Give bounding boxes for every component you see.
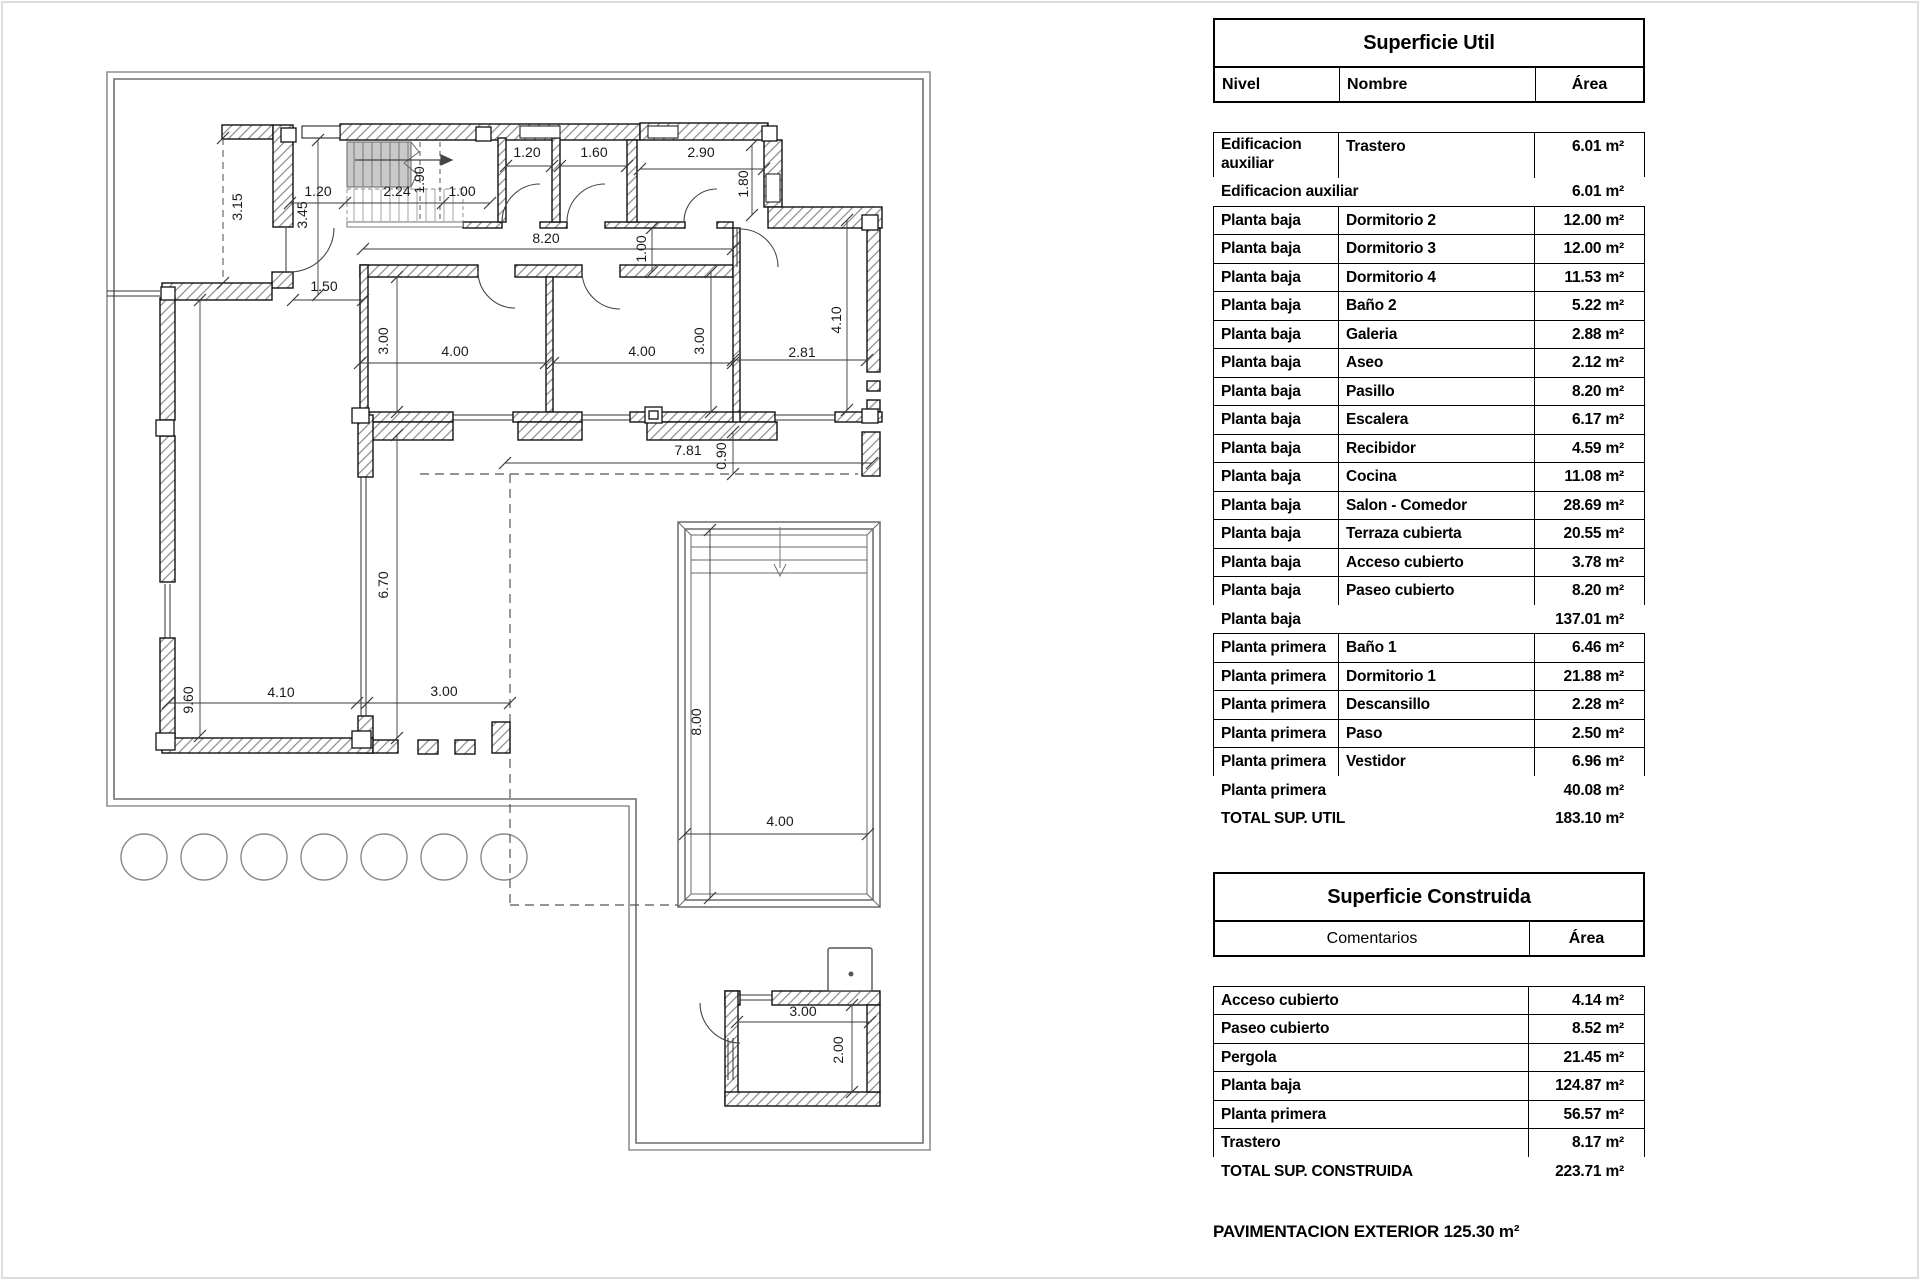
column-header-area: Área — [1568, 930, 1605, 947]
cell-label: Edificacion auxiliar — [1221, 183, 1359, 200]
dimension-label: 1.20 — [513, 144, 541, 160]
subtotal-row — [1213, 177, 1645, 207]
dimension-label: 2.81 — [788, 344, 816, 360]
window — [766, 174, 780, 202]
door-swing-arc — [567, 184, 605, 222]
superficie-util-rows — [1213, 132, 1645, 835]
cell-nivel: Planta baja — [1214, 492, 1339, 520]
cell-area: 183.10 m² — [1555, 810, 1624, 827]
table-row — [1213, 434, 1645, 464]
cell-nombre: Galeria — [1339, 321, 1535, 349]
door-swing-arc — [502, 184, 540, 222]
table-title: Superficie Util — [1215, 20, 1643, 68]
cell-nombre: Pasillo — [1339, 378, 1535, 406]
window — [520, 126, 560, 138]
cell-area: 137.01 m² — [1555, 610, 1624, 628]
cell-area: 28.69 m² — [1563, 496, 1624, 514]
pillar — [476, 127, 491, 141]
table-row — [1213, 633, 1645, 663]
dimension-label: 4.10 — [828, 306, 844, 334]
window — [648, 126, 678, 138]
cell-comentario: Acceso cubierto — [1214, 987, 1529, 1015]
cell-area: 2.88 m² — [1571, 325, 1624, 343]
dimension-label: 3.00 — [375, 327, 391, 355]
dimension-label: 1.90 — [411, 166, 427, 194]
shower-unit — [828, 948, 872, 991]
cell-area: 4.14 m² — [1571, 991, 1624, 1009]
cell-comentario: Planta primera — [1214, 1101, 1529, 1129]
door-swing-arc — [478, 271, 515, 308]
tree-icon — [421, 834, 467, 880]
cell-nivel: Planta primera — [1214, 748, 1339, 776]
cell-nombre: Dormitorio 4 — [1339, 264, 1535, 292]
cell-nombre: Dormitorio 2 — [1339, 207, 1535, 235]
cell-comentario: Pergola — [1214, 1044, 1529, 1072]
cell-nombre: Terraza cubierta — [1339, 520, 1535, 548]
table-row — [1213, 462, 1645, 492]
cell-nombre: Dormitorio 1 — [1339, 663, 1535, 691]
pillar — [352, 731, 371, 748]
dimension-label: 1.60 — [580, 144, 608, 160]
cell-area: 124.87 m² — [1555, 1077, 1624, 1094]
table-row — [1213, 132, 1645, 179]
cell-nombre: Trastero — [1339, 133, 1535, 178]
pillar — [161, 287, 175, 300]
door-swing-arc — [684, 189, 717, 222]
pillar-inner — [649, 411, 658, 419]
cell-nivel: Planta baja — [1214, 378, 1339, 406]
cell-area: 2.28 m² — [1571, 696, 1624, 713]
tree-icon — [181, 834, 227, 880]
dimension-label: 1.80 — [735, 170, 751, 198]
cell-area: 6.01 m² — [1571, 137, 1624, 155]
door-swing-arc — [582, 271, 620, 309]
dimension-label: 6.70 — [375, 571, 391, 599]
superficie-construida-header — [1213, 872, 1645, 957]
cell-area: 6.17 m² — [1571, 411, 1624, 428]
cell-area: 21.45 m² — [1563, 1048, 1624, 1066]
table-row — [1213, 1071, 1645, 1101]
pillar — [281, 128, 296, 142]
table-row — [1213, 576, 1645, 606]
trastero-building — [700, 948, 880, 1106]
cell-nombre: Cocina — [1339, 463, 1535, 491]
cell-comentario: Planta baja — [1214, 1072, 1529, 1100]
cell-nivel: Planta baja — [1214, 235, 1339, 263]
cell-area: 8.20 m² — [1571, 582, 1624, 599]
cell-area: 2.50 m² — [1571, 724, 1624, 742]
tree-icon — [361, 834, 407, 880]
dimension-label: 2.00 — [830, 1036, 846, 1064]
table-row — [1213, 348, 1645, 378]
table-title: Superficie Construida — [1215, 874, 1643, 922]
cell-area: 40.08 m² — [1563, 781, 1624, 799]
cell-area: 4.59 m² — [1571, 439, 1624, 457]
dimension-label: 3.45 — [294, 201, 310, 229]
column-header-area: Área — [1571, 76, 1608, 93]
total-row — [1213, 804, 1645, 834]
superficie-construida-table — [1213, 872, 1645, 1187]
dimension-label: 2.24 — [383, 183, 411, 199]
cell-comentario: Paseo cubierto — [1214, 1015, 1529, 1043]
door-swing-arc — [740, 229, 778, 267]
tree-icon — [241, 834, 287, 880]
column-header-nombre: Nombre — [1340, 68, 1536, 101]
cell-label: TOTAL SUP. UTIL — [1221, 810, 1346, 827]
table-row — [1213, 662, 1645, 692]
dimension-label: 4.10 — [267, 684, 295, 700]
cell-area: 11.53 m² — [1564, 268, 1624, 286]
dimension-label: 0.90 — [713, 442, 729, 470]
superficie-util-table — [1213, 18, 1645, 834]
pillar — [352, 408, 369, 423]
superficie-construida-rows — [1213, 986, 1645, 1187]
table-row — [1213, 747, 1645, 777]
dimension-label: 4.00 — [766, 813, 794, 829]
cell-nombre: Acceso cubierto — [1339, 549, 1535, 577]
cell-nombre: Paso — [1339, 720, 1535, 748]
cell-nivel: Planta baja — [1214, 435, 1339, 463]
cell-area: 6.01 m² — [1571, 183, 1624, 200]
table-row — [1213, 690, 1645, 720]
pillar — [762, 126, 777, 141]
table-row — [1213, 206, 1645, 236]
swimming-pool — [678, 522, 880, 907]
table-row — [1213, 405, 1645, 435]
cell-area: 5.22 m² — [1571, 297, 1624, 314]
dimension-label: 3.00 — [789, 1003, 817, 1019]
dimension-label: 4.00 — [628, 343, 656, 359]
area-tables-panel — [1213, 0, 1645, 1280]
dimension-label: 1.20 — [304, 183, 332, 199]
cell-nivel: Planta baja — [1214, 207, 1339, 235]
tree-icon — [481, 834, 527, 880]
cell-nombre: Dormitorio 3 — [1339, 235, 1535, 263]
cell-nivel: Planta baja — [1214, 264, 1339, 292]
dimension-label: 8.20 — [532, 230, 560, 246]
dimension-label: 8.00 — [688, 708, 704, 736]
subtotal-row — [1213, 605, 1645, 635]
table-row — [1213, 491, 1645, 521]
dimension-label: 7.81 — [674, 442, 702, 458]
cell-area: 6.46 m² — [1571, 639, 1624, 656]
garden-trees — [121, 834, 527, 880]
dimension-label: 2.90 — [687, 144, 715, 160]
subtotal-row — [1213, 776, 1645, 806]
cell-area: 2.12 m² — [1571, 354, 1624, 371]
cell-nivel: Planta primera — [1214, 691, 1339, 719]
cell-nivel: Planta baja — [1214, 406, 1339, 434]
pillar — [156, 733, 175, 750]
cell-area: 8.20 m² — [1571, 382, 1624, 400]
dimension-label: 9.60 — [180, 686, 196, 714]
cell-area: 6.96 m² — [1571, 753, 1624, 770]
cell-nombre: Salon - Comedor — [1339, 492, 1535, 520]
cell-nivel: Planta baja — [1214, 321, 1339, 349]
table-header-row — [1215, 922, 1643, 955]
table-row — [1213, 1128, 1645, 1158]
cell-area: 3.78 m² — [1571, 553, 1624, 571]
table-row — [1213, 1043, 1645, 1073]
pillar — [862, 215, 878, 230]
door-swing-arc — [290, 228, 334, 272]
cell-nombre: Baño 2 — [1339, 292, 1535, 320]
cell-area: 11.08 m² — [1564, 468, 1624, 485]
table-row — [1213, 234, 1645, 264]
cell-nivel: Planta baja — [1214, 463, 1339, 491]
dimension-label: 1.00 — [448, 183, 476, 199]
cell-nivel: Planta primera — [1214, 634, 1339, 662]
cell-nombre: Paseo cubierto — [1339, 577, 1535, 605]
cell-nombre: Recibidor — [1339, 435, 1535, 463]
cell-nivel: Planta primera — [1214, 720, 1339, 748]
table-row — [1213, 719, 1645, 749]
dimension-label: 1.50 — [310, 278, 338, 294]
cell-nombre: Descansillo — [1339, 691, 1535, 719]
column-header-comentarios: Comentarios — [1215, 922, 1530, 955]
superficie-util-header — [1213, 18, 1645, 103]
cell-area: 223.71 m² — [1555, 1162, 1624, 1180]
dimension-label: 4.00 — [441, 343, 469, 359]
table-row — [1213, 377, 1645, 407]
dimension-label: 3.00 — [691, 327, 707, 355]
cell-area: 20.55 m² — [1563, 525, 1624, 542]
cell-nombre: Aseo — [1339, 349, 1535, 377]
table-header-row — [1215, 68, 1643, 101]
cell-nombre: Baño 1 — [1339, 634, 1535, 662]
dimension-label: 1.00 — [633, 235, 649, 263]
cell-nivel: Planta baja — [1214, 349, 1339, 377]
cell-area: 8.52 m² — [1571, 1020, 1624, 1037]
cell-comentario: Trastero — [1214, 1129, 1529, 1157]
cell-area: 12.00 m² — [1563, 240, 1624, 257]
tree-icon — [121, 834, 167, 880]
dimension-label: 3.00 — [430, 683, 458, 699]
pillar — [862, 409, 878, 423]
cell-area: 8.17 m² — [1571, 1134, 1624, 1151]
cell-nivel: Planta baja — [1214, 520, 1339, 548]
tree-icon — [301, 834, 347, 880]
cell-label: Planta baja — [1221, 610, 1301, 628]
table-row — [1213, 986, 1645, 1016]
cell-nivel: Edificacion auxiliar — [1214, 133, 1339, 178]
table-row — [1213, 263, 1645, 293]
cell-nombre: Escalera — [1339, 406, 1535, 434]
cell-area: 21.88 m² — [1563, 667, 1624, 685]
cell-nivel: Planta baja — [1214, 549, 1339, 577]
table-row — [1213, 1100, 1645, 1130]
cell-nombre: Vestidor — [1339, 748, 1535, 776]
cell-label: Planta primera — [1221, 781, 1326, 799]
cell-label: TOTAL SUP. CONSTRUIDA — [1221, 1162, 1413, 1180]
table-row — [1213, 320, 1645, 350]
table-row — [1213, 291, 1645, 321]
table-row — [1213, 519, 1645, 549]
table-row — [1213, 1014, 1645, 1044]
cell-nivel: Planta baja — [1214, 292, 1339, 320]
dimension-label: 3.15 — [229, 193, 245, 221]
cell-area: 12.00 m² — [1563, 211, 1624, 229]
cell-area: 56.57 m² — [1563, 1105, 1624, 1123]
table-row — [1213, 548, 1645, 578]
exterior-paving-note: PAVIMENTACION EXTERIOR 125.30 m² — [1213, 1222, 1520, 1241]
cell-nivel: Planta baja — [1214, 577, 1339, 605]
pillar — [156, 420, 174, 436]
total-row — [1213, 1157, 1645, 1187]
cell-nivel: Planta primera — [1214, 663, 1339, 691]
column-header-nivel: Nivel — [1215, 68, 1340, 101]
